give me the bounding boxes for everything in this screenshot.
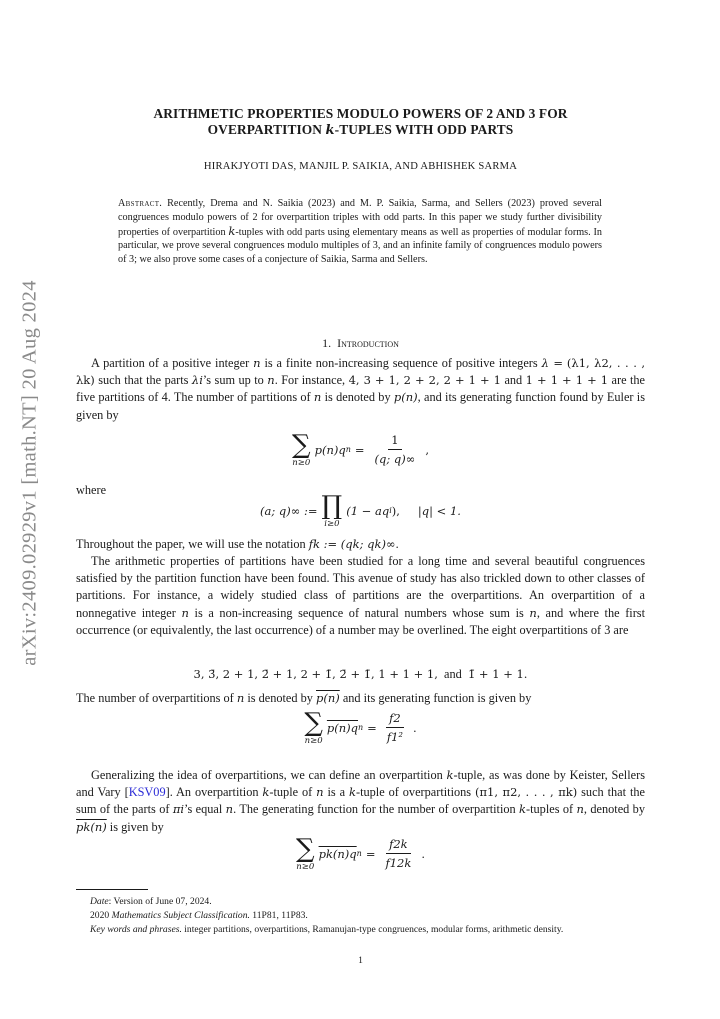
equation-partition-generating-function: ∑ n≥0 p(n)q n = $\frac{1}{(q; q)\infty}$ , xyxy=(292,430,429,468)
abstract-label: Abstract. xyxy=(118,198,163,209)
footnote-keywords: Key words and phrases. integer partitions, overpartitions, Ramanujan-type congruences, modular forms, arithmetic density. xyxy=(90,924,564,935)
section-heading: 1. Introduction xyxy=(322,336,399,350)
paper-title xyxy=(76,106,645,139)
arxiv-identifier: arXiv:2409.02929v1 [math.NT] 20 Aug 2024 xyxy=(18,280,41,666)
title-line-1: ARITHMETIC PROPERTIES MODULO POWERS OF 2 AND 3 FOR xyxy=(153,106,568,121)
sum-symbol: ∑ n≥0 xyxy=(304,708,323,746)
footnote-date: Date: Version of June 07, 2024. xyxy=(90,896,212,907)
fraction: $\frac{f2k}{f12k}$ xyxy=(385,837,412,871)
equation-overpartitions-of-3: 3, 3̄, 2 + 1, 2̄ + 1, 2 + 1̄, 2̄ + 1̄, 1 + 1 + 1, and 1̄ + 1 + 1. xyxy=(193,667,528,681)
sum-symbol: ∑ n≥0 xyxy=(292,430,311,468)
equation-q-pochhammer: (a; q)∞ := ∏ i≥0 (1 − aq i ), |q| < 1. xyxy=(260,491,461,529)
footnote-rule xyxy=(76,889,148,890)
citation-link-ksv09[interactable]: KSV09 xyxy=(128,785,166,800)
intro-paragraph-1: A partition of a positive integer n is a finite non-increasing sequence of positive integers λ = (λ1, λ2, . . . , λk) such that the parts λi’s sum up to n. For instance, 4, 3 + 1, 2 + 2, 2 + 1 + 1 and 1 + 1 + 1 + 1 are the five partitions of 4. The number of partitions of n is denoted by p(n), and its generating function found by Euler is given by xyxy=(76,356,646,422)
intro-paragraph-overpartitions: The arithmetic properties of partitions have been studied for a long time and several beautiful congruences satisfied by the partition function have been found. This avenue of study has also trickled down to other classes of partitions. For instance, a widely studied class of partitions are the overpartitions. An overpartition of a nonnegative integer n is a non-increasing sequence of natural numbers whose sum is n, and where the first occurrence (or equivalently, the last occurrence) of a number may be overlined. The eight overpartitions of 3 are xyxy=(76,554,645,637)
sum-symbol: ∑ n≥0 xyxy=(296,834,315,872)
where-text: where xyxy=(76,483,107,497)
footnote-msc: 2020 Mathematics Subject Classification. 11P81, 11P83. xyxy=(90,910,308,921)
overpartition-k-tuple-paragraph: Generalizing the idea of overpartitions, we can define an overpartition k-tuple, as was done by Keister, Sellers and Vary [KSV09]. An overpartition k-tuple of n is a k-tuple of overpartitions (π1, π2, . . . , πk) such that the sum of the parts of πi’s equal n. The generating function for the number of overpartition k-tuples of n, denoted by pk(n) is given by xyxy=(76,768,645,834)
page-number: 1 xyxy=(358,955,363,966)
fraction: $\frac{f2}{\text{f1²}}$ xyxy=(386,711,403,745)
fraction: $\frac{1}{(q; q)\infty}$ xyxy=(374,433,416,467)
equation-overpartition-k-tuple-generating-function: ∑ n≥0 pk(n)q n = $\frac{f2k}{f12k}$ . xyxy=(296,834,425,872)
equation-overpartition-generating-function: ∑ n≥0 p(n)q n = $\frac{f2}{\text{f1²}}$ . xyxy=(304,708,417,746)
author-list: HIRAKJYOTI DAS, MANJIL P. SAIKIA, AND ABHISHEK SARMA xyxy=(203,161,518,172)
title-line-2: OVERPARTITION k-TUPLES WITH ODD PARTS xyxy=(207,122,514,138)
overpartition-count-paragraph: The number of overpartitions of n is denoted by p(n) and its generating function is given by xyxy=(76,691,532,705)
notation-paragraph: Throughout the paper, we will use the notation fk := (qk; qk)∞. xyxy=(76,537,399,551)
product-symbol: ∏ i≥0 xyxy=(321,491,343,529)
arxiv-sidebar xyxy=(10,268,50,678)
abstract: Abstract. Recently, Drema and N. Saikia (2023) and M. P. Saikia, Sarma, and Sellers (2023) proved several congruences modulo powers of 2 for overpartition triples with odd parts. In this paper we study further divisibility properties of overpartition k-tuples with odd parts using elementary means as well as properties of modular forms. In particular, we prove several congruences modulo multiples of 3, and an infinite family of congruences modulo powers of 3; we also prove some cases of a conjecture of Saikia, Sarma and Sellers. xyxy=(118,198,602,266)
